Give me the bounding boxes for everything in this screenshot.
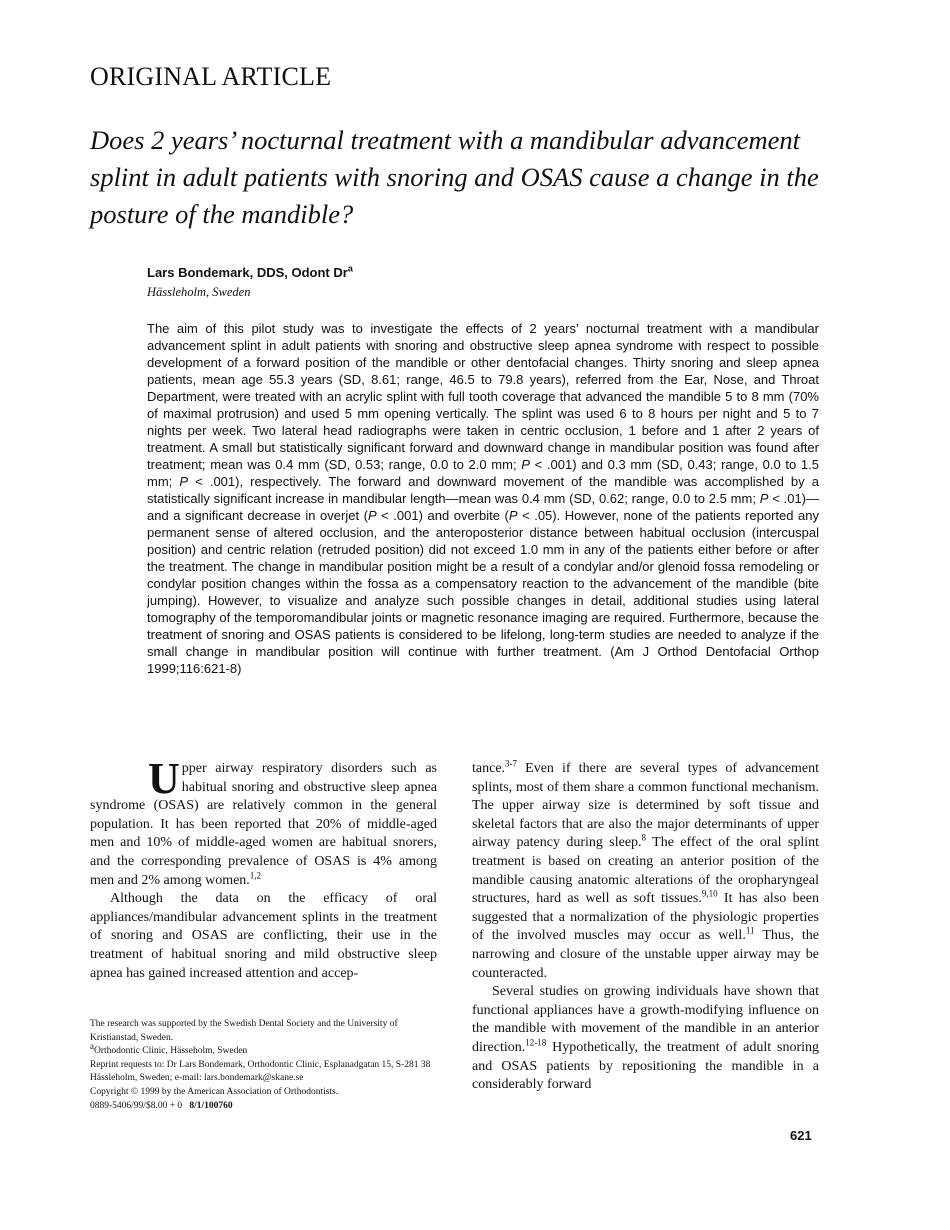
body-column-left — [90, 754, 437, 983]
abstract-text: < .01)—and a significant decrease in overjet ( — [147, 491, 820, 523]
footnote-code-bold: 8/1/100760 — [189, 1100, 233, 1111]
author-affil-marker: a — [347, 263, 353, 274]
footnote-reprint: Reprint requests to: Dr Lars Bondemark, Orthodontic Clinic, Esplanadgatan 15, S-281 38 Hässleholm, Sweden; e-mail: lars.bondemark@skane.se — [90, 1059, 431, 1084]
p-symbol: P — [759, 491, 769, 506]
author-name-text: Lars Bondemark, DDS, Odont Dr — [147, 265, 348, 280]
footnote-support: The research was supported by the Swedish Dental Society and the University of Kristianstad, Sweden. — [90, 1019, 398, 1043]
paragraph-text: tance. — [472, 761, 506, 776]
paragraph-text: pper airway respiratory disorders such as habitual snoring and obstructive sleep apnea syndrome (OSAS) are relatively common in the general population. It has been reported that 20% of middle-aged men and 10% of middle-aged women are habitual snorers, and the corresponding prevalence of OSAS is 4% among men and 2% among women. — [90, 761, 437, 888]
paragraph-text: It has also been suggested that a normalization of the physiologic properties of the involved muscles may occur as well. — [472, 891, 819, 944]
p-symbol: P — [521, 457, 530, 472]
author-block — [147, 264, 827, 300]
body-paragraph — [90, 754, 437, 890]
p-symbol: P — [179, 474, 189, 489]
paragraph-text: Hypothetically, the treatment of adult snoring and OSAS patients by repositioning the mandible in a considerably forward — [472, 1039, 819, 1093]
citation: 8 — [641, 832, 647, 843]
abstract — [147, 320, 819, 677]
citation: 9,10 — [701, 888, 718, 899]
abstract-text: < .001) and overbite ( — [376, 508, 509, 523]
body-paragraph — [472, 760, 819, 983]
footnote-copyright: Copyright © 1999 by the American Association of Orthodontists. — [90, 1086, 339, 1097]
article-title: Does 2 years’ nocturnal treatment with a mandibular advancement splint in adult patients with snoring and OSAS cause a change in the posture of the mandible? — [90, 125, 819, 229]
citation: 11 — [745, 925, 755, 936]
footnotes — [90, 1018, 440, 1113]
footnote-code-text: 0889-5406/99/$8.00 + 0 — [90, 1100, 183, 1111]
citation: 1,2 — [249, 869, 262, 880]
abstract-text: < .001), respectively. The forward and downward movement of the mandible was accomplished by a statistically significant increase in mandibular length—mean was 0.4 mm (SD, 0.62; range, 0.0 to 2.5 mm; — [147, 474, 819, 506]
footnote-code — [90, 1100, 440, 1114]
page-number: 621 — [790, 1128, 812, 1143]
abstract-text: < .001) and 0.3 mm (SD, 0.43; range, 0.0 to 1.5 mm; — [147, 457, 820, 489]
paragraph-text: Several studies on growing individuals have shown that functional appliances have a growth-modifying influence on the mandible with movement of the mandible in an anterior direction. — [472, 984, 819, 1055]
body-column-right — [472, 760, 819, 1095]
body-paragraph: Although the data on the efficacy of oral appliances/mandibular advancement splints in the treatment of snoring and OSAS are conflicting, their use in the treatment of habitual snoring and mild obstructive sleep apnea has gained increased attention and accep- — [90, 891, 437, 981]
body-paragraph — [472, 983, 819, 1095]
footnote-marker: a — [90, 1041, 94, 1052]
author-affiliation: Hässleholm, Sweden — [147, 285, 251, 299]
abstract-text: < .05). However, none of the patients reported any permanent sense of altered occlusion, and the anteroposterior distance between habitual occlusion (intercuspal position) and centric relation (retruded position) did not exceed 1.0 mm in any of the patients either before or after the treatment. The change in mandibular position might be a result of a condylar and/or glenoid fossa remodeling or condylar position changes within the fossa as a compensatory reaction to the advancement of the mandible (bite jumping). However, to visualize and analyze such possible changes in detail, additional studies using lateral tomography of the temporomandibular joints or magnetic resonance imaging are required. Furthermore, because the treatment of snoring and OSAS patients is considered to be lifelong, long-term studies are needed to analyze if the small change in mandibular position will continue with further treatment. (Am J Orthod Dentofacial Orthop 1999;116:621-8) — [147, 508, 819, 676]
paragraph-text: Thus, the narrowing and closure of the unstable upper airway may be counteracted. — [472, 928, 819, 981]
author-name — [147, 264, 827, 282]
paragraph-text: The effect of the oral splint treatment is based on creating an anterior position of the mandible causing anatomic alterations of the oropharyngeal structures, hard as well as soft tissues. — [472, 835, 819, 907]
p-symbol: P — [367, 508, 377, 523]
citation: 12-18 — [525, 1037, 547, 1048]
citation: 3-7 — [505, 758, 518, 769]
section-label: ORIGINAL ARTICLE — [90, 62, 332, 91]
drop-cap: U — [148, 754, 180, 803]
p-symbol: P — [508, 508, 518, 523]
paragraph-text: Even if there are several types of advancement splints, most of them share a common functional mechanism. The upper airway size is determined by soft tissue and skeletal factors that are also the major determinants of upper airway patency during sleep. — [472, 761, 819, 851]
footnote-affiliation-text: Orthodontic Clinic, Hässeholm, Sweden — [94, 1046, 248, 1057]
footnote-affiliation — [90, 1041, 440, 1059]
abstract-text: The aim of this pilot study was to investigate the effects of 2 years’ nocturnal treatment with a mandibular advancement splint in adult patients with snoring and obstructive sleep apnea syndrome with respect to possible development of a forward position of the mandible or other dentofacial changes. Thirty snoring and sleep apnea patients, mean age 55.3 years (SD, 8.61; range, 46.5 to 79.8 years), referred from the Ear, Nose, and Throat Department, were treated with an acrylic splint with full tooth coverage that advanced the mandible 5 to 8 mm (70% of maximal protrusion) and used 5 mm opening vertically. The splint was used 6 to 8 hours per night and 5 to 7 nights per week. Two lateral head radiographs were taken in centric occlusion, 1 before and 1 after 2 years of treatment. A small but statistically significant forward and downward change in mandibular position was found after treatment; mean was 0.4 mm (SD, 0.53; range, 0.0 to 2.0 mm; — [147, 321, 819, 472]
